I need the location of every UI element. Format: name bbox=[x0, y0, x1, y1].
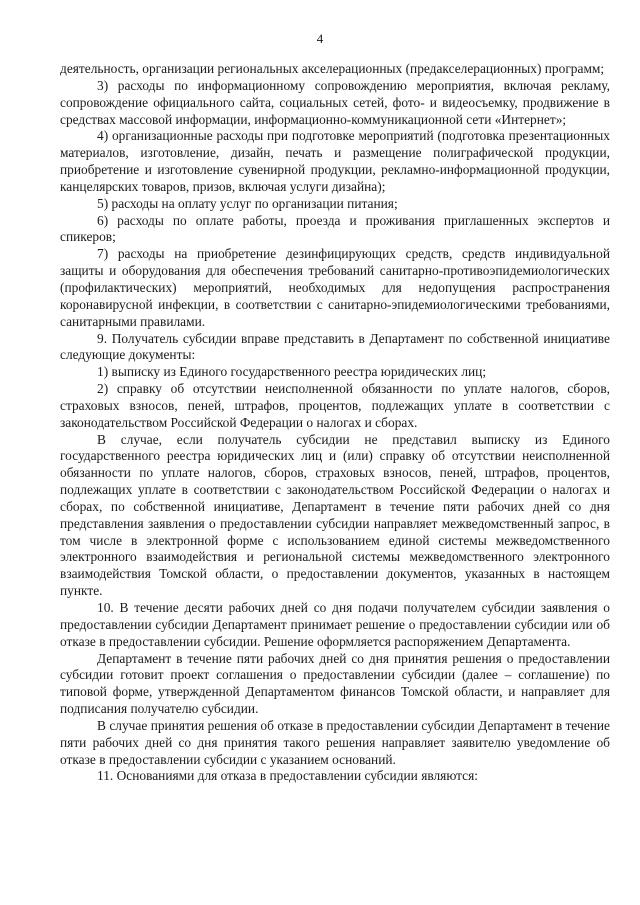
paragraph: 5) расходы на оплату услуг по организации питания; bbox=[97, 195, 398, 211]
paragraph: 9. Получатель субсидии вправе представить в Департамент по собственной инициативе следующие документы: bbox=[60, 330, 610, 363]
paragraph: 1) выписку из Единого государственного реестра юридических лиц; bbox=[97, 364, 487, 380]
paragraph: 4) организационные расходы при подготовке мероприятий (подготовка презентационных материалов, изготовление, дизайн, печать и размещение полиграфической продукции, приобретение и изготовление сувенирной продукции, рекламно-информационной продукции, канцелярских товаров, призов, включая услуги дизайна); bbox=[60, 128, 610, 194]
document-body bbox=[60, 61, 610, 785]
paragraph: 11. Основаниями для отказа в предоставлении субсидии являются: bbox=[97, 768, 479, 784]
paragraph: 7) расходы на приобретение дезинфицирующих средств, средств индивидуальной защиты и оборудования для обеспечения требований санитарно-противоэпидемиологических (профилактических) мероприятий, необходимых для недопущения распространения коронавирусной инфекции, в соответствии с санитарно-эпидемиологическими требованиями, санитарными правилами. bbox=[60, 246, 610, 329]
paragraph: 3) расходы по информационному сопровождению мероприятия, включая рекламу, сопровождение официального сайта, социальных сетей, фото- и видеосъемку, продвижение в средствах массовой информации, информационно-коммуникационной сети «Интернет»; bbox=[60, 77, 610, 127]
paragraph: Департамент в течение пяти рабочих дней со дня принятия решения о предоставлении субсидии готовит проект соглашения о предоставлении субсидии (далее – соглашение) по типовой форме, утвержденной Департаментом финансов Томской области, и направляет для подписания получателю субсидии. bbox=[60, 650, 610, 717]
paragraph: 2) справку об отсутствии неисполненной обязанности по уплате налогов, сборов, страховых взносов, пеней, штрафов, процентов, подлежащих уплате в соответствии с законодательством Российской Федерации о налогах и сборах. bbox=[60, 381, 610, 430]
paragraph: деятельность, организации региональных акселерационных (предакселерационных) программ; bbox=[60, 61, 605, 76]
paragraph: В случае, если получатель субсидии не представил выписку из Единого государственного реестра юридических лиц и (или) справку об отсутствии неисполненной обязанности по уплате налогов, сборов, страховых взносов, пеней, штрафов, процентов, подлежащих уплате в соответствии с законодательством Российской Федерации о налогах и сборах, по собственной инициативе, Департамент в течение пяти рабочих дней со дня представления заявления о предоставлении субсидии направляет межведомственный запрос, в том числе в электронной форме с использованием единой системы межведомственного электронного взаимодействия и региональной системы межведомственного электронного взаимодействия Томской области, о предоставлении документов, указанных в настоящем пункте. bbox=[60, 431, 610, 599]
paragraph: 10. В течение десяти рабочих дней со дня подачи получателем субсидии заявления о предоставлении субсидии Департамент принимает решение о предоставлении субсидии или об отказе в предоставлении субсидии. Решение оформляется распоряжением Департамента. bbox=[60, 600, 610, 649]
paragraph: В случае принятия решения об отказе в предоставлении субсидии Департамент в течение пяти рабочих дней со дня принятия такого решения направляет заявителю уведомление об отказе в предоставлении субсидии с указанием оснований. bbox=[60, 717, 610, 767]
page-number: 4 bbox=[316, 31, 324, 46]
paragraph: 6) расходы по оплате работы, проезда и проживания приглашенных экспертов и спикеров; bbox=[60, 212, 610, 245]
